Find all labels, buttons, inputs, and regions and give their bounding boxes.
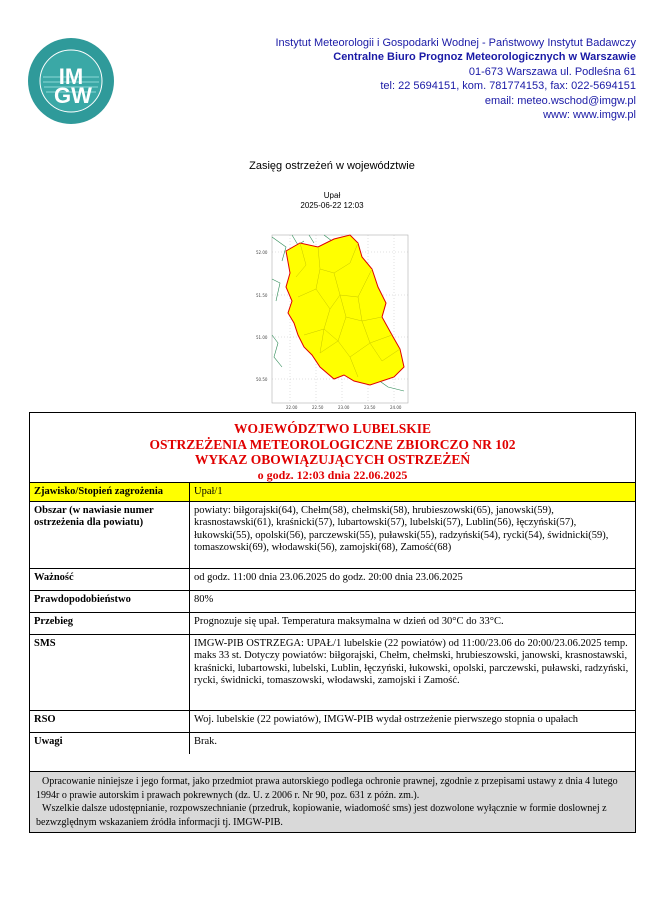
warning-header <box>30 413 635 482</box>
website: www: www.imgw.pl <box>543 109 636 122</box>
table-row <box>30 501 635 568</box>
row-key: Ważność <box>30 568 190 590</box>
row-value: Woj. lubelskie (22 powiatów), IMGW-PIB wydał ostrzeżenie pierwszego stopnia o upałach <box>190 710 636 732</box>
table-row <box>30 710 635 732</box>
map-warning-type: Upał <box>323 191 341 200</box>
warning-issue-time: o godz. 12:03 dnia 22.06.2025 <box>257 467 408 482</box>
lon-label: 24.00 <box>390 405 402 410</box>
institute-header <box>216 36 636 122</box>
row-value: Brak. <box>190 732 636 754</box>
institute-name: Instytut Meteorologii i Gospodarki Wodnej - Państwowy Instytut Badawczy <box>275 37 636 49</box>
row-value: 80% <box>190 590 636 612</box>
copyright-notice <box>29 771 636 833</box>
lat-label: 51.00 <box>256 335 268 340</box>
table-row <box>30 634 635 710</box>
lon-label: 23.00 <box>338 405 350 410</box>
row-key: SMS <box>30 634 190 710</box>
warning-table <box>30 482 635 754</box>
copyright-text: Opracowanie niniejsze i jego format, jako przedmiot prawa autorskiego podlega ochronie prawnej, zgodnie z przepisami ustawy z dnia 4 lutego 1994r o prawie autorskim i prawach pokrewnych (dz. U. z 2006 r. Nr 90, poz. 631 z późn. zm.). <box>36 776 618 801</box>
row-value: powiaty: biłgorajski(64), Chełm(58), chełmski(58), hrubieszowski(65), janowski(59), krasnostawski(61), kraśnicki(57), lubartowski(57), lubelski(57), Lublin(56), łęczyński(57), łukowski(55), opolski(56), parczewski(55), puławski(55), radzyński(54), rycki(54), świdnicki(59), tomaszowski(69), włodawski(56), zamojski(68), Zamość(68) <box>190 501 636 568</box>
row-key: Przebieg <box>30 612 190 634</box>
lon-label: 23.50 <box>364 405 376 410</box>
address: 01-673 Warszawa ul. Podleśna 61 <box>468 65 636 78</box>
lat-label: 50.50 <box>256 377 268 382</box>
page-title: Zasięg ostrzeżeń w województwie <box>249 160 415 172</box>
warning-bulletin-title: OSTRZEŻENIA METEOROLOGICZNE ZBIORCZO NR 102 <box>149 436 516 452</box>
table-row <box>30 590 635 612</box>
row-value: Upał/1 <box>190 483 636 502</box>
row-key: Uwagi <box>30 732 190 754</box>
row-value: IMGW-PIB OSTRZEGA: UPAŁ/1 lubelskie (22 powiatów) od 11:00/23.06 do 20:00/23.06.2025 temp. maks 33 st. Dotyczy powiatów: biłgorajski, Chełm, chełmski, hrubieszowski, janowski, krasnostawski, kraśnicki, lubartowski, lubelski, Lublin, łęczyński, łukowski, opolski, parczewski, puławski, radzyński, rycki, świdnicki, tomaszowski, włodawski, zamojski i Zamość. <box>190 634 636 710</box>
row-key: Zjawisko/Stopień zagrożenia <box>30 483 190 502</box>
table-row <box>30 732 635 754</box>
warning-map <box>254 217 410 413</box>
warning-list-title: WYKAZ OBOWIĄZUJĄCYCH OSTRZEŻEŃ <box>194 452 471 467</box>
imgw-logo <box>27 37 115 125</box>
row-value: od godz. 11:00 dnia 23.06.2025 do godz. 20:00 dnia 23.06.2025 <box>190 568 636 590</box>
row-key: RSO <box>30 710 190 732</box>
lon-label: 22.50 <box>312 405 324 410</box>
warning-box <box>29 412 636 832</box>
row-key: Prawdopodobieństwo <box>30 590 190 612</box>
table-row <box>30 612 635 634</box>
voivodeship-name: WOJEWÓDZTWO LUBELSKIE <box>234 421 431 436</box>
table-row <box>30 568 635 590</box>
row-value: Prognozuje się upał. Temperatura maksymalna w dzień od 30°C do 33°C. <box>190 612 636 634</box>
lon-label: 22.00 <box>286 405 298 410</box>
office-name: Centralne Biuro Prognoz Meteorologicznych w Warszawie <box>333 51 636 64</box>
logo-letters-bottom: GW <box>54 83 92 108</box>
logo-letters-top: IM <box>58 64 84 89</box>
redistribution-text: Wszelkie dalsze udostępnianie, rozpowszechnianie (przedruk, kopiowanie, wiadomość sms) jest dozwolone wyłącznie w formie doslownej z bezwzględnym wskazaniem źródła informacji tj. IMGW-PIB. <box>36 803 607 828</box>
lat-label: 51.50 <box>256 293 268 298</box>
map-header <box>0 191 664 211</box>
email: email: meteo.wschod@imgw.pl <box>484 94 636 107</box>
table-row <box>30 483 635 502</box>
phone: tel: 22 5694151, kom. 781774153, fax: 022-5694151 <box>380 80 636 93</box>
map-datetime: 2025-06-22 12:03 <box>300 201 364 210</box>
row-key: Obszar (w nawiasie numer ostrzeżenia dla powiatu) <box>30 501 190 568</box>
lat-label: 52.00 <box>256 250 268 255</box>
